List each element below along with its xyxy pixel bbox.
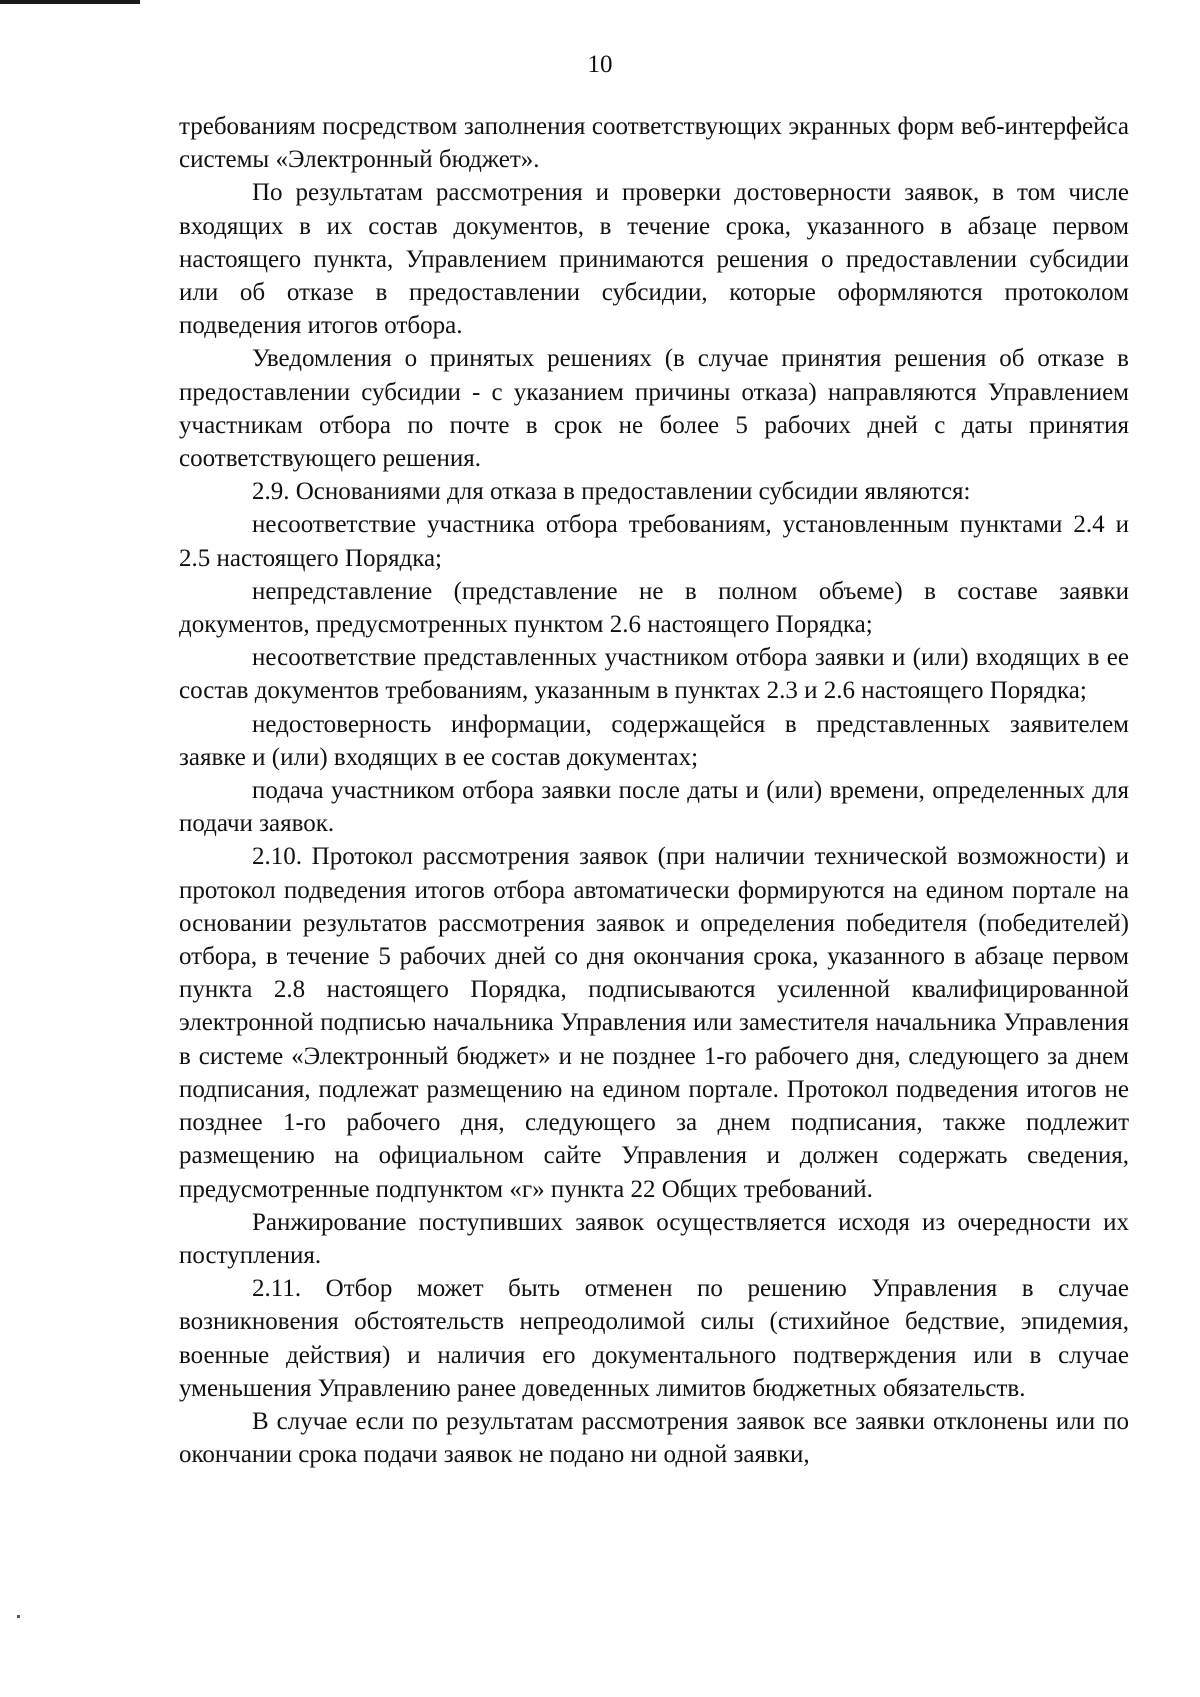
scan-edge-mark xyxy=(0,0,140,4)
paragraph-refusal-reason-3: несоответствие представленных участником отбора заявки и (или) входящих в ее состав документов требованиям, указанным в пунктах 2.3 и 2.6 настоящего Порядка; xyxy=(179,644,1129,705)
paragraph-continuation: требованиям посредством заполнения соответствующих экранных форм веб-интерфейса системы «Электронный бюджет». xyxy=(179,113,1129,174)
paragraph-refusal-reason-2: непредставление (представление не в полном объеме) в составе заявки документов, предусмотренных пунктом 2.6 настоящего Порядка; xyxy=(179,577,1129,639)
paragraph-refusal-reason-4: недостоверность информации, содержащейся в представленных заявителем заявке и (или) входящих в ее состав документах; xyxy=(179,710,1129,771)
paragraph-review-results: По результатам рассмотрения и проверки достоверности заявок, в том числе входящих в их состав документов, в течение срока, указанного в абзаце первом настоящего пункта, Управлением принимаются решения о предоставлении субсидии или об отказе в предоставлении субсидии, которые оформляются протоколом подведения итогов отбора. xyxy=(179,179,1129,340)
paragraph-rejected-applications: В случае если по результатам рассмотрения заявок все заявки отклонены или по окончании срока подачи заявок не подано ни одной заявки, xyxy=(179,1407,1129,1469)
paragraph-notifications: Уведомления о принятых решениях (в случае принятия решения об отказе в предоставлении субсидии - с указанием причины отказа) направляются Управлением участникам отбора по почте в срок не более 5 рабочих дней с даты принятия соответствующего решения. xyxy=(179,345,1129,473)
document-body xyxy=(179,110,1129,1471)
paragraph-refusal-reason-1: несоответствие участника отбора требованиям, установленным пунктами 2.4 и 2.5 настоящего Порядка; xyxy=(179,511,1129,572)
paragraph-refusal-reason-5: подача участником отбора заявки после даты и (или) времени, определенных для подачи заявок. xyxy=(179,777,1129,838)
paragraph-2-9-heading: 2.9. Основаниями для отказа в предоставлении субсидии являются: xyxy=(252,478,971,506)
paragraph-2-10-protocol: 2.10. Протокол рассмотрения заявок (при наличии технической возможности) и протокол подведения итогов отбора автоматически формируются на едином портале на основании результатов рассмотрения заявок и определения победителя (победителей) отбора, в течение 5 рабочих дней со дня окончания срока, указанного в абзаце первом пункта 2.8 настоящего Порядка, подписываются усиленной квалифицированной электронной подписью начальника Управления или заместителя начальника Управления в системе «Электронный бюджет» и не позднее 1-го рабочего дня, следующего за днем подписания, подлежат размещению на едином портале. Протокол подведения итогов не позднее 1-го рабочего дня, следующего за днем подписания, также подлежит размещению на официальном сайте Управления и должен содержать сведения, предусмотренные подпунктом «г» пункта 22 Общих требований. xyxy=(179,843,1129,1203)
paragraph-ranking: Ранжирование поступивших заявок осуществляется исходя из очередности их поступления. xyxy=(179,1208,1129,1269)
scan-speck xyxy=(17,1615,20,1618)
page-number: 10 xyxy=(587,51,613,78)
paragraph-2-11-cancellation: 2.11. Отбор может быть отменен по решению Управления в случае возникновения обстоятельств непреодолимой силы (стихийное бедствие, эпидемия, военные действия) и наличия его документального подтверждения или в случае уменьшения Управлению ранее доведенных лимитов бюджетных обязательств. xyxy=(179,1275,1129,1402)
